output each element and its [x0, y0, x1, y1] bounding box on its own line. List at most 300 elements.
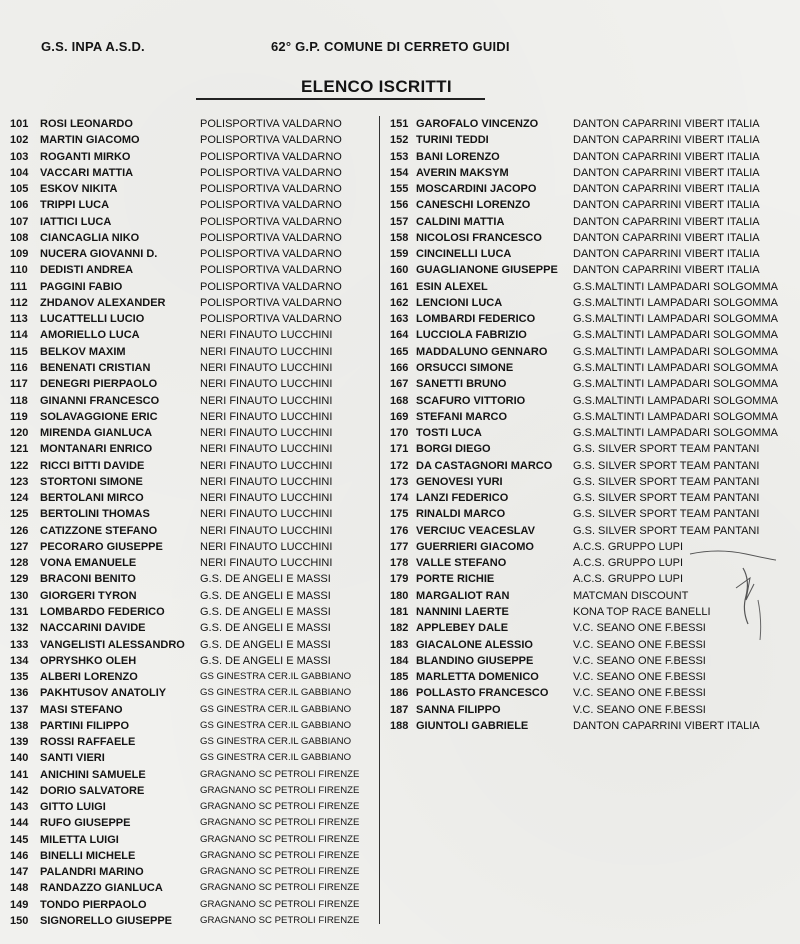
entries-column-left	[10, 116, 380, 929]
bib-number: 164	[390, 329, 409, 342]
team-name: G.S.MALTINTI LAMPADARI SOLGOMMA	[573, 313, 778, 326]
entry-row	[10, 913, 380, 929]
bib-number: 175	[390, 508, 409, 521]
entry-row	[10, 327, 380, 343]
rider-name: STEFANI MARCO	[416, 410, 508, 423]
entry-row	[10, 116, 380, 132]
team-name: POLISPORTIVA VALDARNO	[200, 231, 342, 244]
entry-row	[10, 149, 380, 165]
entry-row	[390, 344, 790, 360]
entry-row	[10, 279, 380, 295]
bib-number: 184	[390, 654, 409, 667]
bib-number: 130	[10, 589, 29, 602]
bib-number: 110	[10, 264, 28, 277]
rider-name: BINELLI MICHELE	[40, 849, 136, 862]
rider-name: VACCARI MATTIA	[40, 166, 134, 179]
team-name: NERI FINAUTO LUCCHINI	[200, 492, 333, 505]
entry-row	[10, 637, 380, 653]
entry-row	[390, 718, 790, 734]
rider-name: MADDALUNO GENNARO	[416, 345, 548, 358]
bib-number: 117	[10, 378, 28, 391]
bib-number: 102	[10, 134, 29, 147]
team-name: POLISPORTIVA VALDARNO	[200, 313, 342, 326]
team-name: NERI FINAUTO LUCCHINI	[200, 524, 333, 537]
bib-number: 148	[10, 882, 29, 895]
rider-name: PAKHTUSOV ANATOLIY	[40, 687, 167, 700]
bib-number: 161	[390, 280, 409, 293]
team-name: MATCMAN DISCOUNT	[573, 589, 689, 602]
rider-name: VERCIUC VEACESLAV	[416, 524, 535, 537]
team-name: G.S.MALTINTI LAMPADARI SOLGOMMA	[573, 427, 778, 440]
entry-row	[10, 360, 380, 376]
entry-row	[390, 376, 790, 392]
bib-number: 166	[390, 361, 409, 374]
rider-name: RINALDI MARCO	[416, 508, 506, 521]
bib-number: 128	[10, 557, 29, 570]
entry-row	[390, 295, 790, 311]
rider-name: ANICHINI SAMUELE	[40, 768, 146, 781]
bib-number: 171	[390, 443, 409, 456]
entry-row	[10, 767, 380, 783]
bib-number: 155	[390, 183, 409, 196]
bib-number: 101	[10, 118, 29, 130]
bib-number: 140	[10, 752, 29, 765]
rider-name: MONTANARI ENRICO	[40, 443, 153, 456]
team-name: A.C.S. GRUPPO LUPI	[573, 573, 684, 586]
entry-row	[10, 653, 380, 669]
team-name: POLISPORTIVA VALDARNO	[200, 296, 342, 309]
entry-row	[10, 750, 380, 766]
bib-number: 172	[390, 459, 409, 472]
rider-name: CINCINELLI LUCA	[416, 248, 512, 261]
team-name: G.S.MALTINTI LAMPADARI SOLGOMMA	[573, 280, 778, 293]
bib-number: 181	[390, 605, 409, 618]
entry-row	[10, 588, 380, 604]
rider-name: BLANDINO GIUSEPPE	[416, 654, 534, 667]
rider-name: CALDINI MATTIA	[416, 215, 505, 228]
entry-row	[10, 702, 380, 718]
rider-name: POLLASTO FRANCESCO	[416, 687, 549, 700]
rider-name: ZHDANOV ALEXANDER	[40, 296, 166, 309]
rider-name: NUCERA GIOVANNI D.	[40, 248, 158, 261]
team-name: DANTON CAPARRINI VIBERT ITALIA	[573, 183, 760, 196]
team-name: DANTON CAPARRINI VIBERT ITALIA	[573, 231, 760, 244]
team-name: GRAGNANO SC PETROLI FIRENZE	[200, 915, 360, 927]
team-name: GRAGNANO SC PETROLI FIRENZE	[200, 849, 360, 861]
rider-name: ROGANTI MIRKO	[40, 150, 131, 163]
team-name: G.S. SILVER SPORT TEAM PANTANI	[573, 508, 760, 521]
rider-name: RUFO GIUSEPPE	[40, 817, 131, 830]
team-name: DANTON CAPARRINI VIBERT ITALIA	[573, 134, 760, 147]
bib-number: 112	[10, 296, 28, 309]
entry-row	[10, 409, 380, 425]
rider-name: SIGNORELLO GIUSEPPE	[40, 915, 173, 928]
rider-name: LUCATTELLI LUCIO	[40, 313, 145, 326]
rider-name: TRIPPI LUCA	[40, 199, 110, 212]
team-name: V.C. SEANO ONE F.BESSI	[573, 638, 706, 651]
entry-row	[10, 230, 380, 246]
rider-name: RICCI BITTI DAVIDE	[40, 459, 145, 472]
bib-number: 111	[10, 280, 28, 293]
rider-name: MARTIN GIACOMO	[40, 134, 140, 147]
rider-name: STORTONI SIMONE	[40, 475, 143, 488]
bib-number: 144	[10, 817, 29, 830]
rider-name: MOSCARDINI JACOPO	[416, 183, 537, 196]
rider-name: BANI LORENZO	[416, 150, 500, 163]
team-name: GRAGNANO SC PETROLI FIRENZE	[200, 784, 360, 796]
entry-row	[390, 458, 790, 474]
team-name: G.S. DE ANGELI E MASSI	[200, 589, 331, 602]
list-title: ELENCO ISCRITTI	[301, 77, 452, 96]
entry-row	[390, 197, 790, 213]
rider-name: PARTINI FILIPPO	[40, 719, 130, 732]
team-name: G.S. DE ANGELI E MASSI	[200, 654, 331, 667]
bib-number: 159	[390, 248, 409, 261]
team-name: GRAGNANO SC PETROLI FIRENZE	[200, 801, 360, 813]
bib-number: 107	[10, 215, 29, 228]
team-name: POLISPORTIVA VALDARNO	[200, 150, 342, 163]
rider-name: CATIZZONE STEFANO	[40, 524, 158, 537]
team-name: DANTON CAPARRINI VIBERT ITALIA	[573, 199, 760, 212]
rider-name: GAROFALO VINCENZO	[416, 118, 539, 130]
rider-name: BENENATI CRISTIAN	[40, 361, 151, 374]
entry-row	[390, 393, 790, 409]
bib-number: 124	[10, 492, 29, 505]
bib-number: 135	[10, 671, 29, 684]
bib-number: 139	[10, 736, 29, 749]
bib-number: 154	[390, 166, 409, 179]
rider-name: PORTE RICHIE	[416, 573, 495, 586]
rider-name: PALANDRI MARINO	[40, 866, 144, 879]
rider-name: LENCIONI LUCA	[416, 296, 503, 309]
bib-number: 168	[390, 394, 409, 407]
rider-name: SCAFURO VITTORIO	[416, 394, 526, 407]
team-name: GS GINESTRA CER.IL GABBIANO	[200, 671, 352, 683]
entry-row	[10, 425, 380, 441]
team-name: DANTON CAPARRINI VIBERT ITALIA	[573, 215, 760, 228]
rider-name: DENEGRI PIERPAOLO	[40, 378, 158, 391]
team-name: POLISPORTIVA VALDARNO	[200, 248, 342, 261]
rider-name: ESKOV NIKITA	[40, 183, 118, 196]
bib-number: 123	[10, 475, 29, 488]
bib-number: 177	[390, 540, 409, 553]
rider-name: NICOLOSI FRANCESCO	[416, 231, 542, 244]
bib-number: 187	[390, 703, 409, 716]
entry-row	[10, 474, 380, 490]
bib-number: 114	[10, 329, 28, 342]
bib-number: 121	[10, 443, 29, 456]
bib-number: 138	[10, 719, 29, 732]
team-name: G.S.MALTINTI LAMPADARI SOLGOMMA	[573, 296, 778, 309]
team-name: NERI FINAUTO LUCCHINI	[200, 427, 333, 440]
bib-number: 143	[10, 801, 29, 814]
team-name: V.C. SEANO ONE F.BESSI	[573, 654, 706, 667]
entry-row	[10, 311, 380, 327]
entry-row	[10, 393, 380, 409]
entry-row	[390, 181, 790, 197]
bib-number: 182	[390, 622, 409, 635]
entry-row	[10, 181, 380, 197]
rider-name: NACCARINI DAVIDE	[40, 622, 146, 635]
bib-number: 133	[10, 638, 29, 651]
bib-number: 174	[390, 492, 409, 505]
rider-name: LOMBARDI FEDERICO	[416, 313, 536, 326]
handwritten-scribble-mark	[688, 540, 788, 650]
entry-row	[10, 539, 380, 555]
rider-name: GITTO LUIGI	[40, 801, 106, 814]
rider-name: GIUNTOLI GABRIELE	[416, 719, 529, 732]
rider-name: VONA EMANUELE	[40, 557, 137, 570]
rider-name: RANDAZZO GIANLUCA	[40, 882, 163, 895]
team-name: G.S. DE ANGELI E MASSI	[200, 622, 331, 635]
bib-number: 160	[390, 264, 409, 277]
entry-row	[390, 360, 790, 376]
rider-name: DEDISTI ANDREA	[40, 264, 134, 277]
entry-row	[390, 685, 790, 701]
entry-row	[390, 523, 790, 539]
team-name: V.C. SEANO ONE F.BESSI	[573, 622, 706, 635]
bib-number: 116	[10, 361, 28, 374]
column-divider	[379, 116, 380, 924]
entry-row	[390, 653, 790, 669]
team-name: NERI FINAUTO LUCCHINI	[200, 345, 333, 358]
title-underline	[196, 98, 485, 100]
rider-name: DORIO SALVATORE	[40, 784, 145, 797]
bib-number: 131	[10, 605, 29, 618]
rider-name: GENOVESI YURI	[416, 475, 503, 488]
team-name: GS GINESTRA CER.IL GABBIANO	[200, 736, 352, 748]
team-name: NERI FINAUTO LUCCHINI	[200, 443, 333, 456]
rider-name: AVERIN MAKSYM	[416, 166, 509, 179]
rider-name: ALBERI LORENZO	[40, 671, 138, 684]
entry-row	[390, 149, 790, 165]
rider-name: BERTOLINI THOMAS	[40, 508, 150, 521]
team-name: GS GINESTRA CER.IL GABBIANO	[200, 687, 352, 699]
team-name: POLISPORTIVA VALDARNO	[200, 199, 342, 212]
team-name: G.S.MALTINTI LAMPADARI SOLGOMMA	[573, 378, 778, 391]
rider-name: GUAGLIANONE GIUSEPPE	[416, 264, 558, 277]
rider-name: NANNINI LAERTE	[416, 605, 509, 618]
rider-name: VANGELISTI ALESSANDRO	[40, 638, 185, 651]
team-name: GS GINESTRA CER.IL GABBIANO	[200, 703, 352, 715]
rider-name: SANTI VIERI	[40, 752, 105, 765]
bib-number: 186	[390, 687, 409, 700]
rider-name: BERTOLANI MIRCO	[40, 492, 144, 505]
entry-row	[10, 344, 380, 360]
team-name: DANTON CAPARRINI VIBERT ITALIA	[573, 118, 760, 130]
bib-number: 146	[10, 849, 29, 862]
bib-number: 169	[390, 410, 409, 423]
bib-number: 173	[390, 475, 409, 488]
bib-number: 151	[390, 118, 409, 130]
bib-number: 153	[390, 150, 409, 163]
rider-name: MIRENDA GIANLUCA	[40, 427, 153, 440]
rider-name: LUCCIOLA FABRIZIO	[416, 329, 527, 342]
team-name: G.S.MALTINTI LAMPADARI SOLGOMMA	[573, 394, 778, 407]
entry-row	[390, 506, 790, 522]
team-name: NERI FINAUTO LUCCHINI	[200, 557, 333, 570]
entry-row	[10, 897, 380, 913]
entry-row	[10, 604, 380, 620]
team-name: G.S.MALTINTI LAMPADARI SOLGOMMA	[573, 329, 778, 342]
bib-number: 134	[10, 654, 29, 667]
team-name: DANTON CAPARRINI VIBERT ITALIA	[573, 719, 760, 732]
rider-name: CANESCHI LORENZO	[416, 199, 531, 212]
rider-name: BRACONI BENITO	[40, 573, 136, 586]
team-name: G.S. SILVER SPORT TEAM PANTANI	[573, 475, 760, 488]
rider-name: ORSUCCI SIMONE	[416, 361, 514, 374]
bib-number: 183	[390, 638, 409, 651]
entry-row	[390, 132, 790, 148]
team-name: NERI FINAUTO LUCCHINI	[200, 329, 333, 342]
rider-name: ROSSI RAFFAELE	[40, 736, 136, 749]
team-name: G.S. SILVER SPORT TEAM PANTANI	[573, 492, 760, 505]
rider-name: SANETTI BRUNO	[416, 378, 507, 391]
team-name: POLISPORTIVA VALDARNO	[200, 166, 342, 179]
team-name: G.S. DE ANGELI E MASSI	[200, 573, 331, 586]
bib-number: 156	[390, 199, 409, 212]
team-name: A.C.S. GRUPPO LUPI	[573, 540, 684, 553]
team-name: NERI FINAUTO LUCCHINI	[200, 410, 333, 423]
entry-row	[10, 880, 380, 896]
rider-name: SOLAVAGGIONE ERIC	[40, 410, 158, 423]
entry-row	[390, 490, 790, 506]
entry-row	[10, 734, 380, 750]
bib-number: 167	[390, 378, 409, 391]
bib-number: 115	[10, 345, 28, 358]
bib-number: 126	[10, 524, 29, 537]
entry-row	[10, 295, 380, 311]
rider-name: APPLEBEY DALE	[416, 622, 509, 635]
team-name: GRAGNANO SC PETROLI FIRENZE	[200, 866, 360, 878]
team-name: G.S. DE ANGELI E MASSI	[200, 605, 331, 618]
bib-number: 129	[10, 573, 29, 586]
entry-row	[390, 116, 790, 132]
rider-name: MARLETTA DOMENICO	[416, 671, 539, 684]
team-name: NERI FINAUTO LUCCHINI	[200, 475, 333, 488]
entry-row	[10, 132, 380, 148]
entry-row	[390, 409, 790, 425]
team-name: GS GINESTRA CER.IL GABBIANO	[200, 719, 352, 731]
bib-number: 103	[10, 150, 29, 163]
bib-number: 157	[390, 215, 409, 228]
bib-number: 147	[10, 866, 29, 879]
team-name: POLISPORTIVA VALDARNO	[200, 215, 342, 228]
entry-row	[10, 685, 380, 701]
entry-row	[10, 799, 380, 815]
entry-row	[390, 279, 790, 295]
rider-name: GINANNI FRANCESCO	[40, 394, 160, 407]
entry-row	[390, 441, 790, 457]
team-name: NERI FINAUTO LUCCHINI	[200, 508, 333, 521]
bib-number: 178	[390, 557, 409, 570]
rider-name: VALLE STEFANO	[416, 557, 507, 570]
entry-row	[10, 523, 380, 539]
entry-row	[10, 441, 380, 457]
entry-row	[10, 571, 380, 587]
entry-row	[10, 620, 380, 636]
team-name: GRAGNANO SC PETROLI FIRENZE	[200, 768, 360, 780]
entry-row	[10, 783, 380, 799]
entry-row	[10, 376, 380, 392]
entry-row	[10, 848, 380, 864]
bib-number: 163	[390, 313, 409, 326]
entry-row	[390, 214, 790, 230]
bib-number: 152	[390, 134, 409, 147]
rider-name: DA CASTAGNORI MARCO	[416, 459, 553, 472]
rider-name: PAGGINI FABIO	[40, 280, 123, 293]
entry-row	[10, 555, 380, 571]
entry-row	[10, 246, 380, 262]
entry-row	[10, 197, 380, 213]
team-name: POLISPORTIVA VALDARNO	[200, 280, 342, 293]
rider-name: LOMBARDO FEDERICO	[40, 605, 165, 618]
rider-name: CIANCAGLIA NIKO	[40, 231, 140, 244]
bib-number: 149	[10, 898, 29, 911]
entry-row	[390, 230, 790, 246]
team-name: G.S. SILVER SPORT TEAM PANTANI	[573, 443, 760, 456]
rider-name: BORGI DIEGO	[416, 443, 491, 456]
entry-row	[10, 506, 380, 522]
team-name: NERI FINAUTO LUCCHINI	[200, 361, 333, 374]
team-name: GRAGNANO SC PETROLI FIRENZE	[200, 882, 360, 894]
bib-number: 122	[10, 459, 29, 472]
rider-name: PECORARO GIUSEPPE	[40, 540, 163, 553]
bib-number: 104	[10, 166, 29, 179]
team-name: DANTON CAPARRINI VIBERT ITALIA	[573, 166, 760, 179]
entry-row	[10, 815, 380, 831]
entry-row	[10, 718, 380, 734]
team-name: A.C.S. GRUPPO LUPI	[573, 557, 684, 570]
team-name: G.S. SILVER SPORT TEAM PANTANI	[573, 524, 760, 537]
entry-row	[390, 425, 790, 441]
team-name: V.C. SEANO ONE F.BESSI	[573, 687, 706, 700]
bib-number: 170	[390, 427, 409, 440]
team-name: V.C. SEANO ONE F.BESSI	[573, 703, 706, 716]
rider-name: TOSTI LUCA	[416, 427, 482, 440]
entry-row	[390, 327, 790, 343]
bib-number: 109	[10, 248, 29, 261]
entry-row	[10, 832, 380, 848]
organizer-name: G.S. INPA A.S.D.	[41, 39, 145, 54]
bib-number: 137	[10, 703, 29, 716]
team-name: DANTON CAPARRINI VIBERT ITALIA	[573, 264, 760, 277]
entry-row	[390, 311, 790, 327]
rider-name: BELKOV MAXIM	[40, 345, 126, 358]
team-name: NERI FINAUTO LUCCHINI	[200, 378, 333, 391]
team-name: G.S.MALTINTI LAMPADARI SOLGOMMA	[573, 361, 778, 374]
entry-row	[10, 669, 380, 685]
team-name: POLISPORTIVA VALDARNO	[200, 183, 342, 196]
entry-row	[10, 165, 380, 181]
entry-row	[10, 214, 380, 230]
rider-name: GIACALONE ALESSIO	[416, 638, 533, 651]
team-name: POLISPORTIVA VALDARNO	[200, 264, 342, 277]
bib-number: 158	[390, 231, 409, 244]
team-name: NERI FINAUTO LUCCHINI	[200, 459, 333, 472]
bib-number: 136	[10, 687, 29, 700]
team-name: POLISPORTIVA VALDARNO	[200, 118, 342, 130]
bib-number: 125	[10, 508, 29, 521]
team-name: G.S. SILVER SPORT TEAM PANTANI	[573, 459, 760, 472]
team-name: POLISPORTIVA VALDARNO	[200, 134, 342, 147]
team-name: KONA TOP RACE BANELLI	[573, 605, 711, 618]
team-name: G.S.MALTINTI LAMPADARI SOLGOMMA	[573, 345, 778, 358]
bib-number: 105	[10, 183, 29, 196]
bib-number: 150	[10, 915, 29, 928]
team-name: G.S.MALTINTI LAMPADARI SOLGOMMA	[573, 410, 778, 423]
entry-row	[390, 246, 790, 262]
